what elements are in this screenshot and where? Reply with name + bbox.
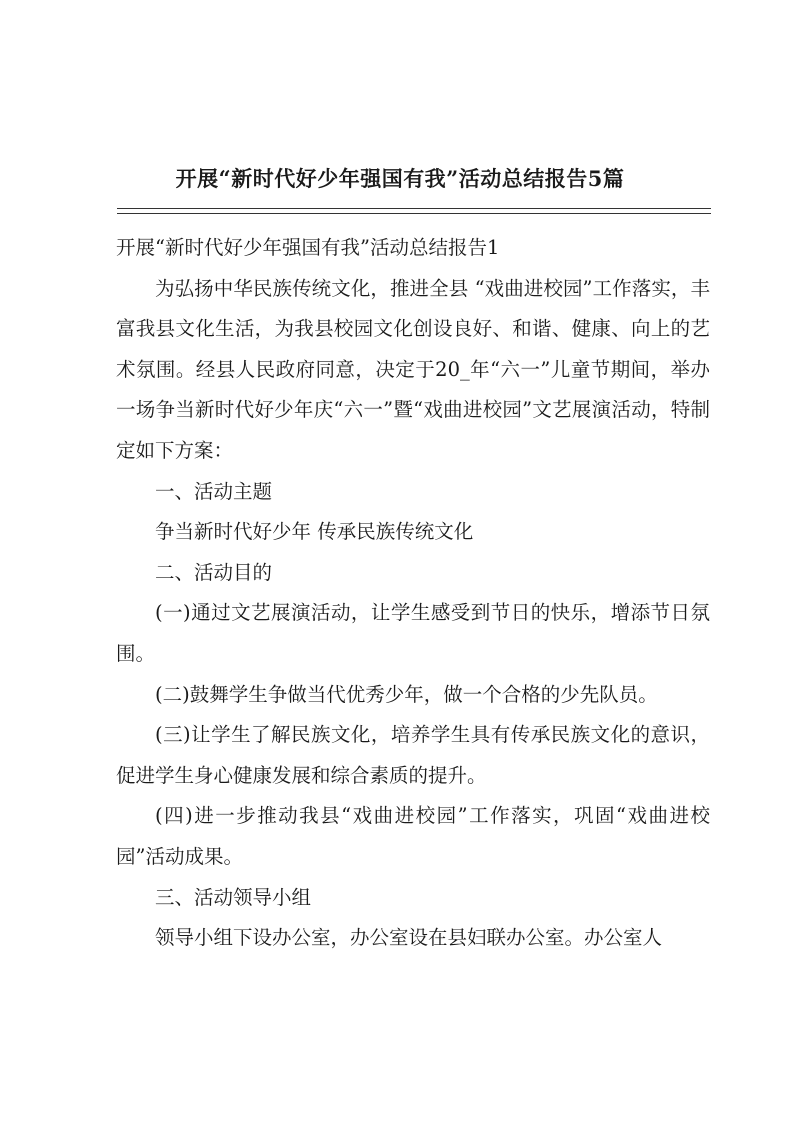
purpose-item-4: (四)进一步推动我县“戏曲进校园”工作落实，巩固“戏曲进校园”活动成果。 [116, 804, 710, 868]
document-title: 开展“新时代好少年强国有我”活动总结报告5篇 [175, 166, 625, 191]
title-divider-bottom [117, 213, 711, 214]
theme-heading: 一、活动主题 [155, 479, 273, 503]
leadership-text: 领导小组下设办公室，办公室设在县妇联办公室。办公室人 [155, 926, 663, 950]
document-body [116, 228, 710, 959]
title-divider-top [117, 208, 711, 209]
purpose-item-1: (一)通过文艺展演活动，让学生感受到节日的快乐，增添节日氛围。 [116, 601, 710, 665]
section-heading: 开展“新时代好少年强国有我”活动总结报告1 [116, 236, 500, 259]
purpose-item-3: (三)让学生了解民族文化，培养学生具有传承民族文化的意识，促进学生身心健康发展和综合素质的提升。 [116, 723, 710, 787]
theme-text: 争当新时代好少年 传承民族传统文化 [155, 520, 474, 544]
intro-paragraph: 为弘扬中华民族传统文化，推进全县 “戏曲进校园”工作落实，丰富我县文化生活，为我县校园文化创设良好、和谐、健康、向上的艺术氛围。经县人民政府同意，决定于20_年“六一”儿童节期间，举办一场争当新时代好少年庆“六一”暨“戏曲进校园”文艺展演活动，特制定如下方案： [116, 276, 710, 462]
purpose-item-2: (二)鼓舞学生争做当代优秀少年，做一个合格的少先队员。 [155, 682, 658, 706]
purpose-heading: 二、活动目的 [155, 560, 273, 584]
leadership-heading: 三、活动领导小组 [155, 885, 312, 909]
